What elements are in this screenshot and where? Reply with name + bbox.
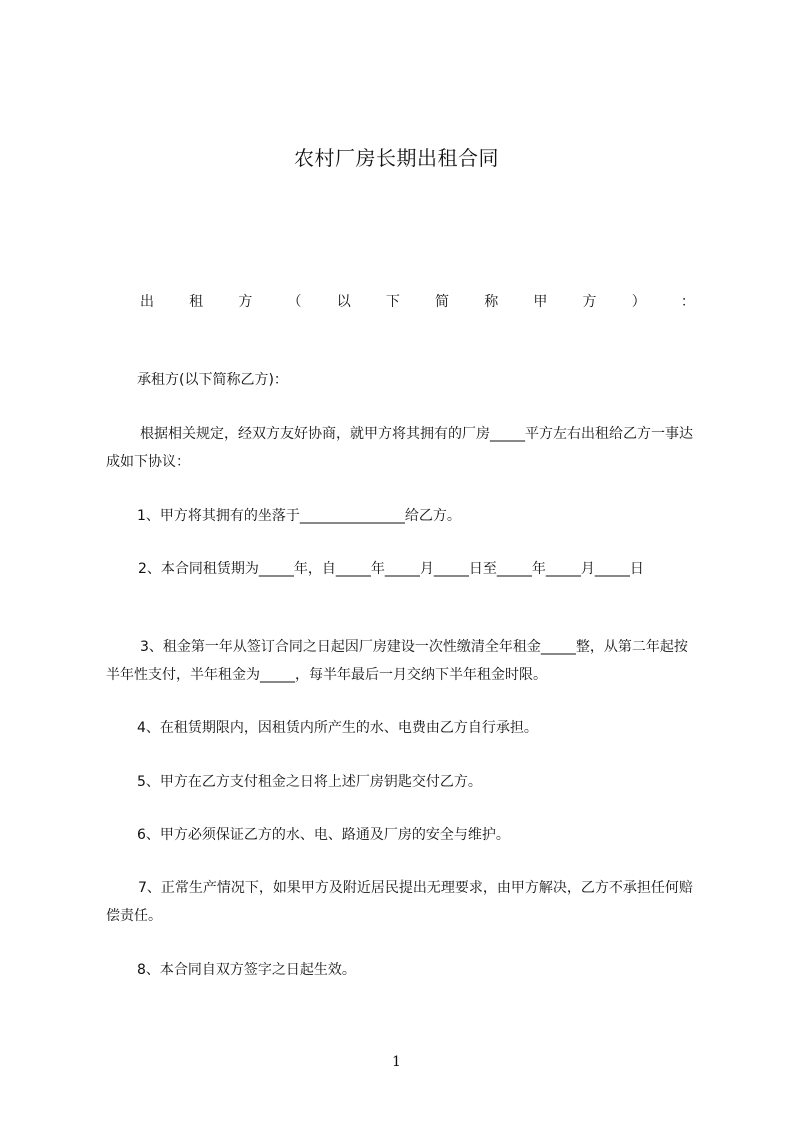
clause-3: 3、租金第一年从签订合同之日起因厂房建设一次性缴清全年租金_____整，从第二年起按半年性支付，半年租金为_____，每半年最后一月交纳下半年租金时限。 [106, 639, 688, 683]
clause-7: 7、正常生产情况下，如果甲方及附近居民提出无理要求，由甲方解决，乙方不承担任何赔偿责任。 [106, 880, 693, 924]
lessor-char: 简 [435, 294, 450, 310]
lessor-char: 出 [140, 294, 154, 310]
lessor-line [140, 291, 695, 311]
lessor-char: 以 [336, 294, 351, 310]
lessor-char: 称 [484, 294, 499, 310]
lessor-char: ） [631, 294, 646, 310]
clause-8: 8、本合同自双方签字之日起生效。 [137, 962, 356, 978]
lessor-char: 方 [582, 294, 597, 310]
clause-1: 1、甲方将其拥有的坐落于_______________给乙方。 [137, 508, 461, 524]
clause-5: 5、甲方在乙方支付租金之日将上述厂房钥匙交付乙方。 [137, 774, 482, 790]
lessor-char: 方 [238, 294, 253, 310]
lessor-char: 甲 [533, 294, 548, 310]
document-title: 农村厂房长期出租合同 [294, 146, 499, 170]
lessee-line: 承租方(以下简称乙方)： [137, 372, 288, 388]
clause-6: 6、甲方必须保证乙方的水、电、路通及厂房的安全与维护。 [137, 827, 510, 843]
lessor-char: ： [680, 294, 695, 310]
lessor-char: 下 [385, 294, 400, 310]
lessor-char: 租 [189, 294, 204, 310]
page-number: 1 [392, 1054, 401, 1070]
lessor-char: （ [287, 294, 302, 310]
clause-2: 2、本合同租赁期为_____年，自_____年_____月_____日至_____年_____月_____日 [138, 561, 644, 577]
clause-4: 4、在租赁期限内，因租赁内所产生的水、电费由乙方自行承担。 [137, 720, 538, 736]
intro-paragraph: 根据相关规定，经双方友好协商，就甲方将其拥有的厂房_____平方左右出租给乙方一事达成如下协议： [106, 426, 693, 470]
